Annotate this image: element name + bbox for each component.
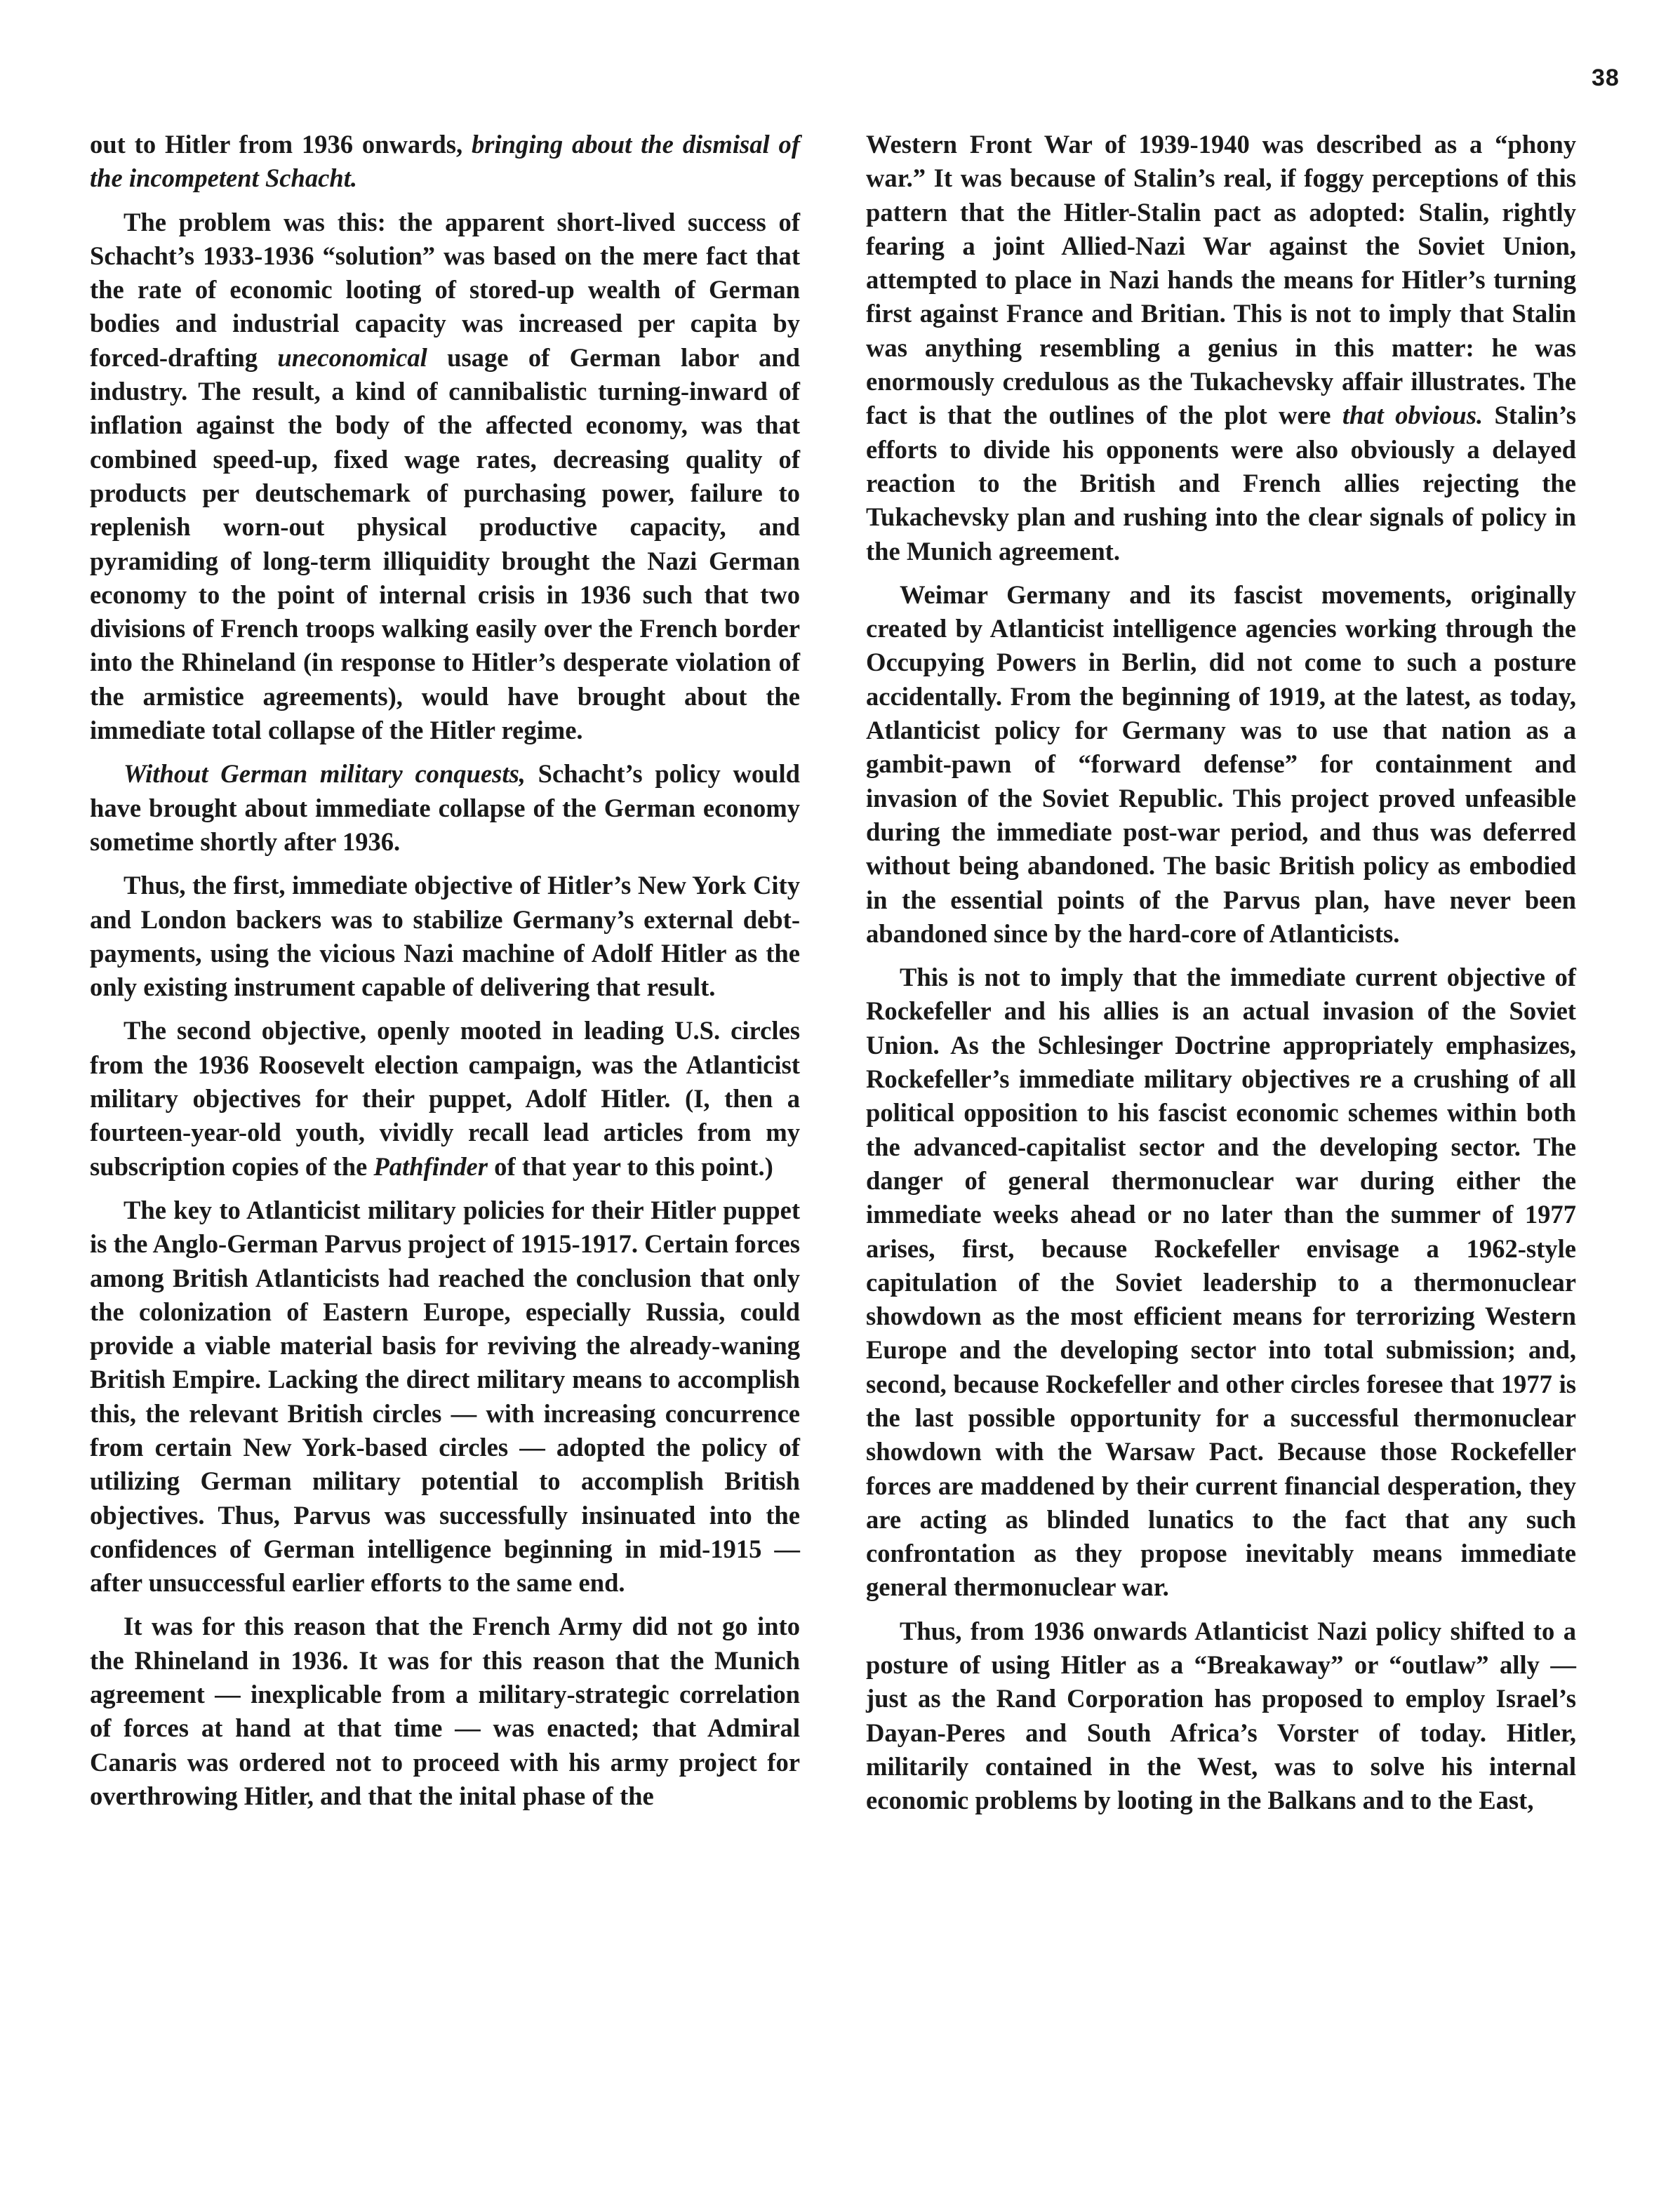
body-paragraph bbox=[866, 578, 1576, 951]
body-paragraph bbox=[90, 1014, 800, 1183]
paragraph-text: of that year to this point.) bbox=[488, 1151, 773, 1181]
italic-text: that obvious. bbox=[1342, 401, 1484, 430]
body-paragraph bbox=[866, 1615, 1576, 1818]
paragraph-text: It was for this reason that the French Army did not go into the Rhineland in 1936. It was for this reason that the Munich agreement — inexplicable from a military-strategic correlation of forces at hand at that time — was enacted; that Admiral Canaris was ordered not to proceed with his army project for overthrowing Hitler, and that the inital phase of the bbox=[90, 1612, 800, 1810]
paragraph-text: The problem was this: the apparent short-lived success of Schacht’s 1933-1936 “solution” was based on the mere fact that the rate of economic looting of stored-up wealth of German bodies and industrial capacity was increased per capita by forced-drafting bbox=[90, 207, 800, 372]
paragraph-text: Western Front War of 1939-1940 was described as a “phony war.” It was because of Stalin’s real, if foggy perceptions of this pattern that the Hitler-Stalin pact as adopted: Stalin, rightly fearing a joint Allied-Nazi War against the Soviet Union, attempted to place in Nazi hands the means for Hitler’s turning first against France and Britian. This is not to imply that Stalin was anything resembling a genius in this matter: he was enormously credulous as the Tukachevsky affair illustrates. The fact is that the outlines of the plot were bbox=[866, 130, 1576, 430]
body-paragraph bbox=[90, 1194, 800, 1600]
paragraph-text: out to Hitler from 1936 onwards, bbox=[90, 130, 472, 159]
body-paragraph bbox=[90, 869, 800, 1004]
paragraph-text: Thus, from 1936 onwards Atlanticist Nazi policy shifted to a posture of using Hitler as a “Breakaway” or “outlaw” ally — just as the Rand Corporation has proposed to employ Israel’s Dayan-Peres and South Africa’s Vorster of today. Hitler, militarily contained in the West, was to solve his internal economic problems by looting in the Balkans and to the East, bbox=[866, 1616, 1576, 1815]
page-number: 38 bbox=[1592, 65, 1620, 91]
italic-text: Pathfinder bbox=[373, 1151, 488, 1181]
paragraph-text: Stalin’s efforts to divide his opponents were also obviously a delayed reaction to the British and French allies rejecting the Tukachevsky plan and rushing into the clear signals of policy in the Munich agreement. bbox=[866, 401, 1576, 566]
body-paragraph bbox=[90, 1610, 800, 1813]
paragraph-text: Weimar Germany and its fascist movements, originally created by Atlanticist intelligence agencies working through the Occupying Powers in Berlin, did not come to such a posture accidentally. From the beginning of 1919, at the latest, as today, Atlanticist policy for Germany was to use that nation as a gambit-pawn of “forward defense” for containment and invasion of the Soviet Republic. This project proved unfeasible during the immediate post-war period, and thus was deferred without being abandoned. The basic British policy as embodied in the essential points of the Parvus plan, have never been abandoned since by the hard-core of Atlanticists. bbox=[866, 580, 1576, 948]
italic-text: uneconomical bbox=[277, 342, 427, 372]
italic-text: bringing about the dismisal of the incompetent Schacht. bbox=[90, 130, 800, 193]
left-text-column bbox=[90, 128, 800, 1823]
paragraph-text: Thus, the first, immediate objective of Hitler’s New York City and London backers was to stabilize Germany’s external debt-payments, using the vicious Nazi machine of Adolf Hitler as the only existing instrument capable of delivering that result. bbox=[90, 871, 800, 1002]
paragraph-text: The second objective, openly mooted in leading U.S. circles from the 1936 Roosevelt election campaign, was the Atlanticist military objectives for their puppet, Adolf Hitler. (I, then a fourteen-year-old youth, vividly recall lead articles from my subscription copies of the bbox=[90, 1016, 800, 1181]
paragraph-text: usage of German labor and industry. The result, a kind of cannibalistic turning-inward of inflation against the body of the affected economy, was that combined speed-up, fixed wage rates, decreasing quality of products per deutschemark of purchasing power, failure to replenish worn-out physical productive capacity, and pyramiding of long-term illiquidity brought the Nazi German economy to the point of internal crisis in 1936 such that two divisions of French troops walking easily over the French border into the Rhineland (in response to Hitler’s desperate violation of the armistice agreements), would have brought about the immediate total collapse of the Hitler regime. bbox=[90, 342, 800, 745]
paragraph-text: The key to Atlanticist military policies for their Hitler puppet is the Anglo-German Parvus project of 1915-1917. Certain forces among British Atlanticists had reached the conclusion that only the colonization of Eastern Europe, especially Russia, could provide a viable material basis for reviving the already-waning British Empire. Lacking the direct military means to accomplish this, the relevant British circles — with increasing concurrence from certain New York-based circles — adopted the policy of utilizing German military potential to accomplish British objectives. Thus, Parvus was successfully insinuated into the confidences of German intelligence beginning in mid-1915 — after unsuccessful earlier efforts to the same end. bbox=[90, 1195, 800, 1598]
paragraph-text: Schacht’s policy would have brought about immediate collapse of the German economy sometime shortly after 1936. bbox=[90, 759, 800, 856]
paragraph-text: This is not to imply that the immediate current objective of Rockefeller and his allies is an actual invasion of the Soviet Union. As the Schlesinger Doctrine appropriately emphasizes, Rockefeller’s immediate military objectives re a crushing of all political opposition to his fascist economic schemes within both the advanced-capitalist sector and the developing sector. The danger of general thermonuclear war during either the immediate weeks ahead or no later than the summer of 1977 arises, first, because Rockefeller envisage a 1962-style capitulation of the Soviet leadership to a thermonuclear showdown as the most efficient means for terrorizing Western Europe and the developing sector into total submission; and, second, because Rockefeller and other circles foresee that 1977 is the last possible opportunity for a successful thermonuclear showdown with the Warsaw Pact. Because those Rockefeller forces are maddened by their current financial desperation, they are acting as blinded lunatics to the fact that any such confrontation as they propose inevitably means immediate general thermonuclear war. bbox=[866, 963, 1576, 1602]
body-paragraph bbox=[90, 757, 800, 859]
right-text-column bbox=[866, 128, 1576, 1828]
body-paragraph bbox=[866, 128, 1576, 568]
italic-text: Without German military conquests, bbox=[124, 759, 526, 789]
body-paragraph bbox=[90, 206, 800, 748]
body-paragraph bbox=[866, 961, 1576, 1605]
body-paragraph bbox=[90, 128, 800, 196]
